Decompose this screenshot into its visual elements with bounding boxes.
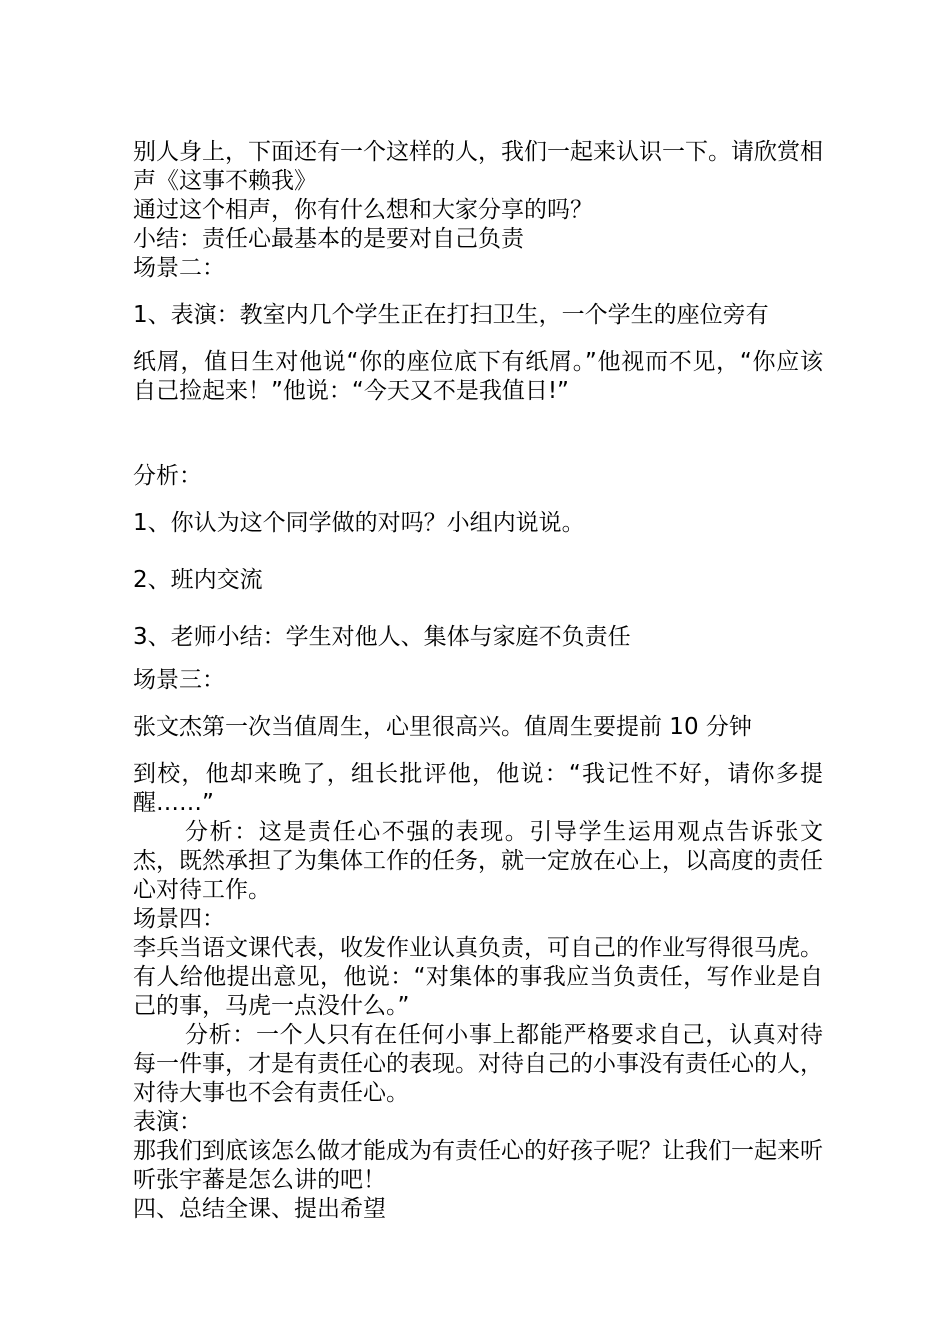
paragraph-scene-four-analysis: 分析：一个人只有在任何小事上都能严格要求自己，认真对待每一件事，才是有责任心的表现。对待自己的小事没有责任心的人，对待大事也不会有责任心。: [133, 1022, 823, 1106]
paragraph-scene-two-dialogue: 纸屑，值日生对他说“你的座位底下有纸屑。”他视而不见，“你应该自己捡起来！”他说：“今天又不是我值日!”: [133, 349, 823, 404]
paragraph-performance-question: 那我们到底该怎么做才能成为有责任心的好孩子呢？让我们一起来听听张宇蕃是怎么讲的吧！: [133, 1138, 823, 1193]
paragraph-scene-four-story: 李兵当语文课代表，收发作业认真负责，可自己的作业写得很马虎。有人给他提出意见，他说：“对集体的事我应当负责任，写作业是自己的事，马虎一点没什么。”: [133, 935, 823, 1019]
list-item-analysis-2: 2、班内交流: [133, 567, 263, 593]
paragraph-scene-two-performance: 1、表演：教室内几个学生正在打扫卫生，一个学生的座位旁有: [133, 302, 769, 328]
heading-analysis: 分析：: [133, 463, 202, 489]
heading-performance: 表演：: [133, 1109, 202, 1135]
heading-section-four: 四、总结全课、提出希望: [133, 1196, 386, 1222]
paragraph-scene-three-analysis: 分析：这是责任心不强的表现。引导学生运用观点告诉张文杰，既然承担了为集体工作的任务，就一定放在心上，以高度的责任心对待工作。: [133, 819, 823, 903]
heading-scene-two: 场景二：: [133, 255, 225, 281]
paragraph-intro: 别人身上，下面还有一个这样的人，我们一起来认识一下。请欣赏相声《这事不赖我》: [133, 139, 823, 194]
paragraph-summary: 小结：责任心最基本的是要对自己负责: [133, 226, 524, 252]
heading-scene-three: 场景三：: [133, 667, 225, 693]
paragraph-scene-three-dialogue: 到校，他却来晚了，组长批评他，他说：“我记性不好，请你多提醒……”: [133, 761, 823, 816]
paragraph-question: 通过这个相声，你有什么想和大家分享的吗？: [133, 197, 593, 223]
heading-scene-four: 场景四：: [133, 906, 225, 932]
document-body: [133, 138, 823, 1224]
list-item-analysis-3: 3、老师小结：学生对他人、集体与家庭不负责任: [133, 624, 631, 650]
list-item-analysis-1: 1、你认为这个同学做的对吗？小组内说说。: [133, 510, 585, 536]
paragraph-scene-three-intro: 张文杰第一次当值周生，心里很高兴。值周生要提前 10 分钟: [133, 714, 752, 740]
